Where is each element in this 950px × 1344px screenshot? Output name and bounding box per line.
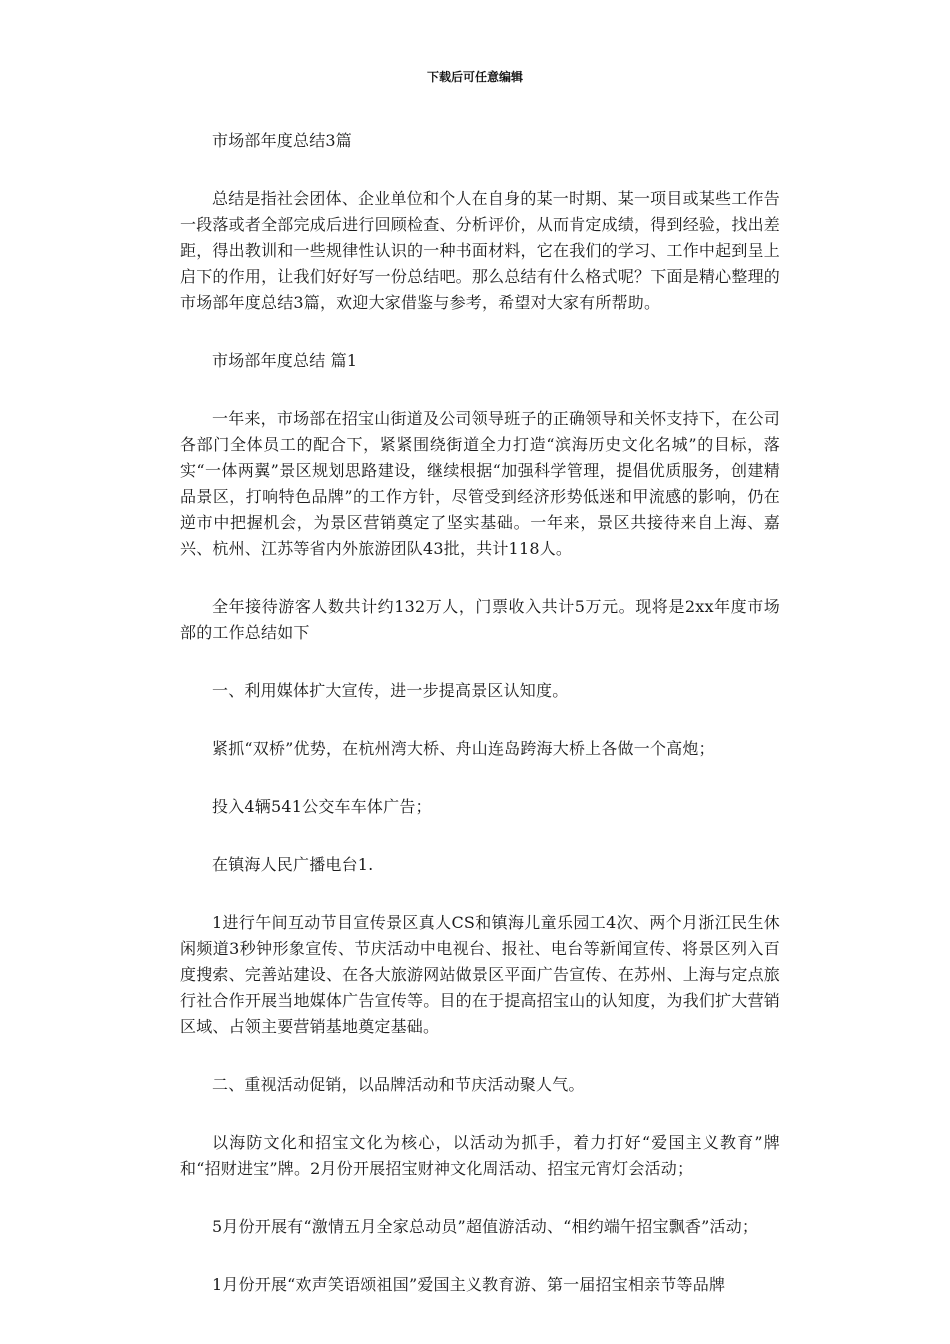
paragraph: 紧抓“双桥”优势，在杭州湾大桥、舟山连岛跨海大桥上各做一个高炮； <box>212 739 715 758</box>
page-header-note: 下载后可任意编辑 <box>426 70 523 84</box>
paragraph-intro: 总结是指社会团体、企业单位和个人在自身的某一时期、某一项目或某些工作告一段落或者全部完成后进行回顾检查、分析评价，从而肯定成绩，得到经验，找出差距，得出教训和一些规律性认识的一种书面材料，它在我们的学习、工作中起到呈上启下的作用，让我们好好写一份总结吧。那么总结有什么格式呢？下面是精心整理的市场部年度总结3篇，欢迎大家借鉴与参考，希望对大家有所帮助。 <box>180 189 780 312</box>
section-title-1: 市场部年度总结 篇1 <box>212 351 358 370</box>
subheading-events: 二、重视活动促销，以品牌活动和节庆活动聚人气。 <box>212 1075 585 1094</box>
paragraph: 全年接待游客人数共计约132万人，门票收入共计5万元。现将是2xx年度市场部的工作总结如下 <box>180 597 780 642</box>
document-title: 市场部年度总结3篇 <box>212 131 352 150</box>
paragraph: 以海防文化和招宝文化为核心，以活动为抓手，着力打好“爱国主义教育”牌和“招财进宝”牌。2月份开展招宝财神文化周活动、招宝元宵灯会活动； <box>180 1133 780 1178</box>
paragraph: 1月份开展“欢声笑语颂祖国”爱国主义教育游、第一届招宝相亲节等品牌 <box>212 1275 726 1294</box>
paragraph: 一年来，市场部在招宝山街道及公司领导班子的正确领导和关怀支持下，在公司各部门全体员工的配合下，紧紧围绕街道全力打造“滨海历史文化名城”的目标，落实“一体两翼”景区规划思路建设，继续根据“加强科学管理，提倡优质服务，创建精品景区，打响特色品牌”的工作方针，尽管受到经济形势低迷和甲流感的影响，仍在逆市中把握机会，为景区营销奠定了坚实基础。一年来，景区共接待来自上海、嘉兴、杭州、江苏等省内外旅游团队43批，共计118人。 <box>180 409 780 558</box>
paragraph: 5月份开展有“激情五月全家总动员”超值游活动、“相约端午招宝飘香”活动； <box>212 1217 759 1236</box>
paragraph: 在镇海人民广播电台1. <box>212 855 374 874</box>
subheading-media: 一、利用媒体扩大宣传，进一步提高景区认知度。 <box>212 681 569 700</box>
paragraph: 1进行午间互动节目宣传景区真人CS和镇海儿童乐园工4次、两个月浙江民生休闲频道3秒钟形象宣传、节庆活动中电视台、报社、电台等新闻宣传、将景区列入百度搜索、完善站建设、在各大旅游网站做景区平面广告宣传、在苏州、上海与定点旅行社合作开展当地媒体广告宣传等。目的在于提高招宝山的认知度，为我们扩大营销区域、占领主要营销基地奠定基础。 <box>180 913 780 1036</box>
paragraph: 投入4辆541公交车车体广告； <box>212 797 432 816</box>
document-body <box>180 128 780 1330</box>
